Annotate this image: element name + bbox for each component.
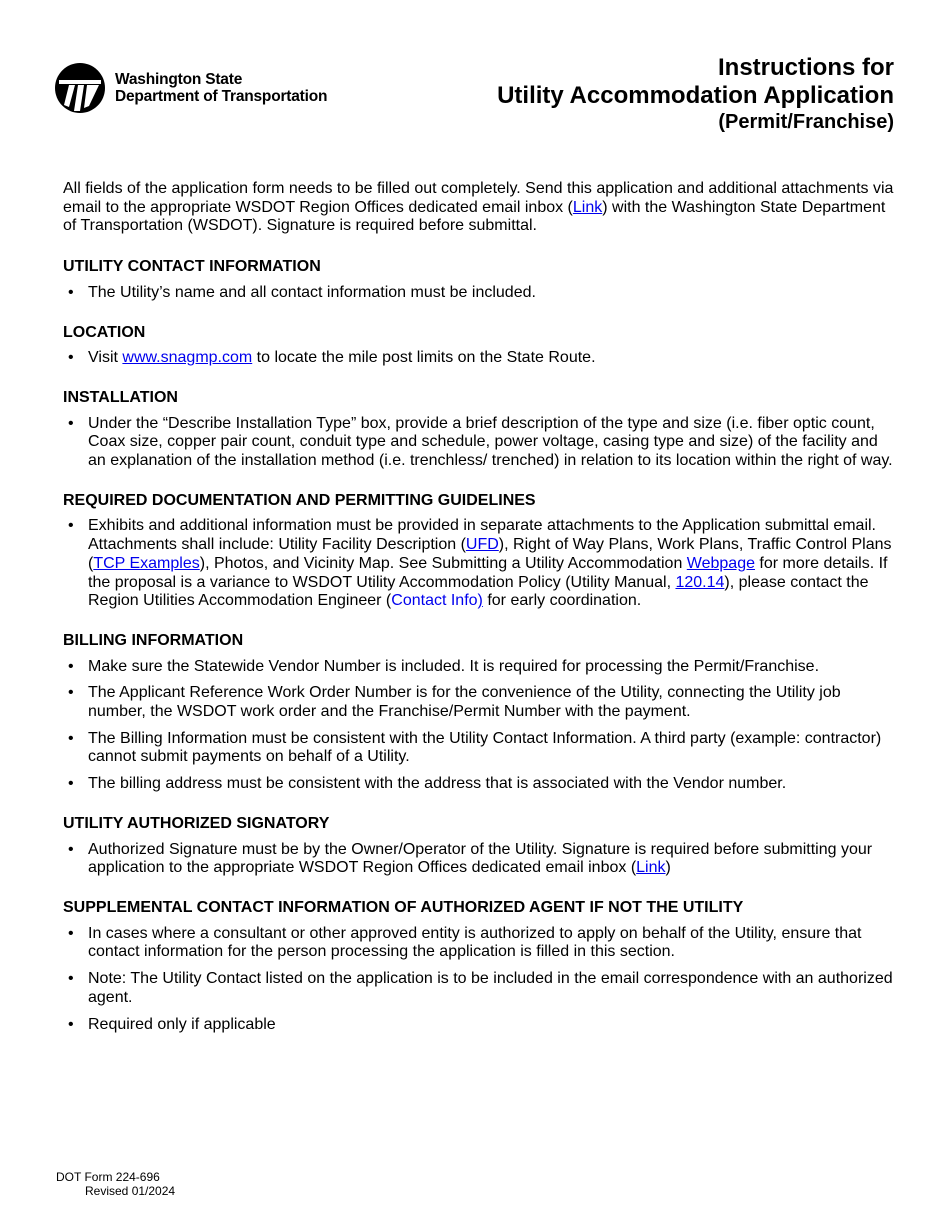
location-list [63, 349, 895, 368]
list-item: • The Applicant Reference Work Order Number is for the convenience of the Utility, connecting the Utility job number, the WSDOT work order and the Franchise/Permit Number with the payment. [63, 684, 895, 721]
list-item [63, 349, 895, 368]
section-heading-billing: BILLING INFORMATION [63, 631, 244, 649]
list-item: • Under the “Describe Installation Type” box, provide a brief description of the type and size (i.e. fiber optic count, Coax size, copper pair count, conduit type and schedule, power voltage, casing type and size) of the facility and an explanation of the installation method (i.e. trenchless/ trenched) in relation to its location within the right of way. [63, 415, 895, 471]
section-heading-location: LOCATION [63, 323, 146, 341]
title-line-3: (Permit/Franchise) [718, 111, 894, 133]
section-heading-supplemental: SUPPLEMENTAL CONTACT INFORMATION OF AUTHORIZED AGENT IF NOT THE UTILITY [63, 898, 744, 916]
utility-manual-link[interactable]: 120.14 [675, 573, 725, 591]
document-title [497, 54, 894, 134]
doc-text-4: for more details. If the proposal is a variance to WSDOT Utility Accommodation Policy (Utility Manual, [88, 554, 888, 591]
doc-text-6: for early coordination. [482, 592, 642, 610]
form-number: DOT Form 224-696 [56, 1170, 160, 1184]
list-item [63, 517, 895, 611]
list-item: • The billing address must be consistent with the address that is associated with the Vendor number. [63, 775, 895, 794]
signatory-list [63, 841, 895, 878]
list-item: • Make sure the Statewide Vendor Number is included. It is required for processing the Permit/Franchise. [63, 658, 895, 677]
signatory-text-1: Authorized Signature must be by the Owner/Operator of the Utility. Signature is required before submitting your application to the appropriate WSDOT Region Offices dedicated email inbox ( [88, 840, 873, 877]
list-item: • Note: The Utility Contact listed on the application is to be included in the email correspondence with an authorized agent. [63, 970, 895, 1007]
signatory-text-2: ) [665, 859, 671, 877]
supplemental-list [63, 925, 895, 1035]
intro-text-1: All fields of the application form needs to be filled out completely. Send this application and additional attachments via email to the appropriate WSDOT Region Offices dedicated email inbox ( [63, 180, 894, 216]
section-heading-documentation: REQUIRED DOCUMENTATION AND PERMITTING GUIDELINES [63, 491, 536, 509]
doc-text-1: Exhibits and additional information must be provided in separate attachments to the Application submittal email. Attachments shall include: Utility Facility Description ( [88, 517, 876, 554]
webpage-link[interactable]: Webpage [686, 554, 755, 572]
section-heading-installation: INSTALLATION [63, 388, 178, 406]
doc-text-3: ), Photos, and Vicinity Map. See Submitting a Utility Accommodation [199, 554, 687, 572]
intro-text-2: ) with the Washington State Department of Transportation (WSDOT). Signature is required before submittal. [63, 198, 886, 235]
form-footer [56, 1170, 175, 1198]
title-line-2: Utility Accommodation Application [497, 82, 894, 109]
signatory-inbox-link[interactable]: Link [636, 859, 666, 877]
revision-date: Revised 01/2024 [85, 1184, 176, 1198]
wsdot-emblem-icon [55, 63, 105, 113]
list-item: • The Billing Information must be consistent with the Utility Contact Information. A third party (example: contractor) cannot submit payments on behalf of a Utility. [63, 730, 895, 767]
doc-text-2: ), Right of Way Plans, Work Plans, Traffic Control Plans ( [88, 536, 892, 572]
list-item: • Required only if applicable [63, 1016, 895, 1035]
location-text-1: Visit [88, 349, 123, 367]
section-heading-contact: UTILITY CONTACT INFORMATION [63, 258, 321, 276]
list-item: • In cases where a consultant or other approved entity is authorized to apply on behalf of the Utility, ensure that contact information for the person processing the application is filled in this section. [63, 925, 895, 962]
logo-line-2: Department of Transportation [115, 88, 328, 105]
list-item [63, 841, 895, 878]
billing-list [63, 658, 895, 794]
snagmp-link[interactable]: www.snagmp.com [122, 349, 253, 367]
contact-info-link[interactable]: Contact Info [391, 592, 478, 610]
doc-text-5: ), please contact the Region Utilities Accommodation Engineer ( [88, 573, 869, 610]
document-body [63, 180, 895, 1055]
documentation-list [63, 517, 895, 611]
contact-info-link-paren[interactable]: ) [477, 592, 483, 610]
title-line-1: Instructions for [717, 54, 894, 81]
installation-list [63, 415, 895, 471]
logo-text [115, 71, 327, 105]
location-text-2: to locate the mile post limits on the State Route. [252, 349, 596, 367]
logo-line-1: Washington State [115, 71, 243, 88]
wsdot-logo [55, 62, 375, 114]
region-inbox-link[interactable]: Link [572, 198, 603, 216]
contact-list [63, 284, 895, 303]
list-item: • The Utility’s name and all contact information must be included. [63, 284, 895, 303]
tcp-examples-link[interactable]: TCP Examples [93, 554, 200, 572]
section-heading-signatory: UTILITY AUTHORIZED SIGNATORY [63, 814, 330, 832]
ufd-link[interactable]: UFD [465, 536, 499, 554]
intro-paragraph [63, 180, 895, 236]
